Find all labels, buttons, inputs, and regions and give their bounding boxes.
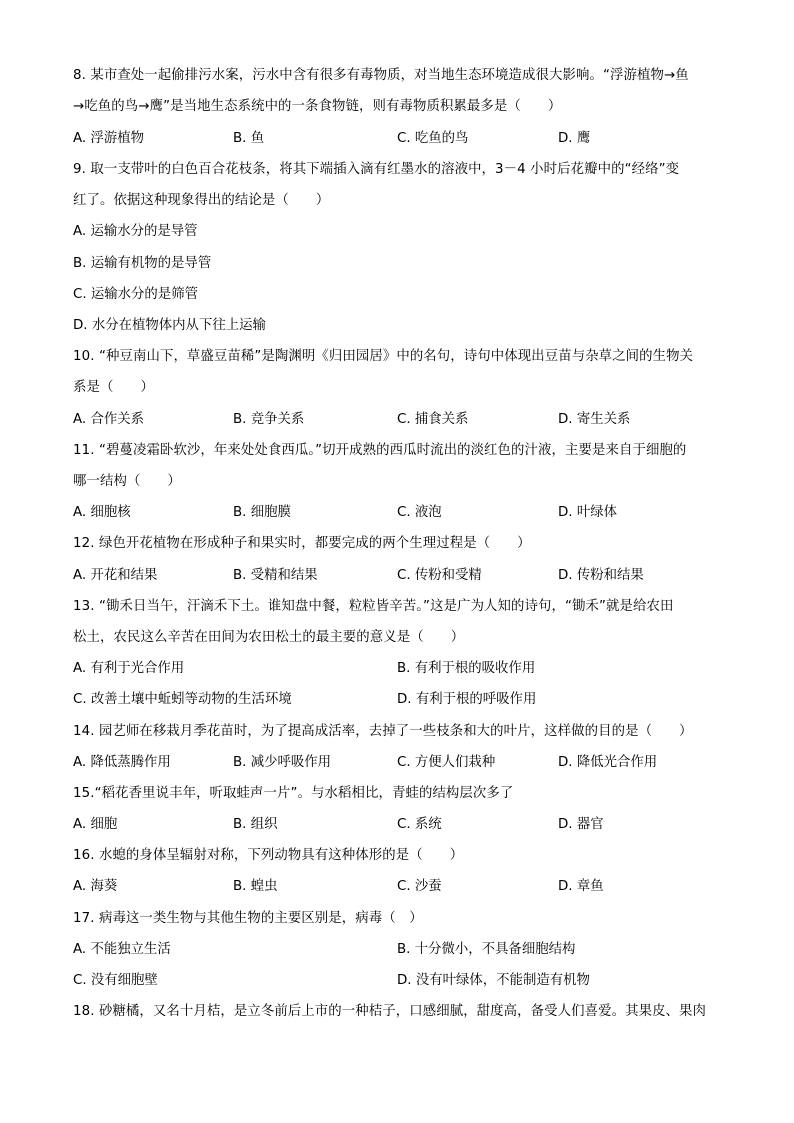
q10-option-c: C. 捕食关系 <box>397 412 469 427</box>
q9-option-c: C. 运输水分的是筛管 <box>73 287 198 302</box>
q17-option-b: B. 十分微小，不具备细胞结构 <box>397 942 576 957</box>
q12-option-b: B. 受精和结果 <box>233 568 318 583</box>
q8-stem-line-2: →吃鱼的鸟→鹰”是当地生态系统中的一条食物链，则有毒物质积累最多是（ ） <box>73 99 562 114</box>
q8-option-a: A. 浮游植物 <box>73 131 144 146</box>
q13-option-c: C. 改善土壤中蚯蚓等动物的生活环境 <box>73 692 292 707</box>
q13-stem-line-1: 13. “锄禾日当午，汗滴禾下土。谁知盘中餐，粒粒皆辛苦。”这是广为人知的诗句，“锄禾”就是给农田 <box>73 599 674 614</box>
q17-stem-line-1: 17. 病毒这一类生物与其他生物的主要区别是，病毒（ ） <box>73 911 423 926</box>
q16-option-d: D. 章鱼 <box>558 879 604 894</box>
q8-stem-line-1: 8. 某市查处一起偷排污水案，污水中含有很多有毒物质，对当地生态环境造成很大影响。“浮游植物→鱼 <box>73 68 689 83</box>
q10-option-b: B. 竞争关系 <box>233 412 305 427</box>
q15-option-d: D. 器官 <box>558 817 604 832</box>
q16-option-b: B. 蝗虫 <box>233 879 278 894</box>
q16-option-c: C. 沙蚕 <box>397 879 442 894</box>
q9-stem-line-1: 9. 取一支带叶的白色百合花枝条，将其下端插入滴有红墨水的溶液中，3－4 小时后花瓣中的“经络”变 <box>73 162 680 177</box>
q15-stem-line-1: 15.“稻花香里说丰年，听取蛙声一片”。与水稻相比，青蛙的结构层次多了 <box>73 786 514 801</box>
q16-stem-line-1: 16. 水螅的身体呈辐射对称，下列动物具有这种体形的是（ ） <box>73 848 464 863</box>
q13-option-a: A. 有利于光合作用 <box>73 661 185 676</box>
q11-stem-line-2: 哪一结构（ ） <box>73 474 181 489</box>
q10-option-d: D. 寄生关系 <box>558 412 631 427</box>
q14-option-d: D. 降低光合作用 <box>558 755 658 770</box>
q16-option-a: A. 海葵 <box>73 879 118 894</box>
q13-stem-line-2: 松土，农民这么辛苦在田间为农田松土的最主要的意义是（ ） <box>73 630 465 645</box>
q11-stem-line-1: 11. “碧蔓凌霜卧软沙，年来处处食西瓜。”切开成熟的西瓜时流出的淡红色的汁液，主要是来自于细胞的 <box>73 443 687 458</box>
q15-option-a: A. 细胞 <box>73 817 118 832</box>
q8-option-b: B. 鱼 <box>233 131 265 146</box>
q9-option-a: A. 运输水分的是导管 <box>73 224 198 239</box>
q12-option-c: C. 传粉和受精 <box>397 568 482 583</box>
q9-stem-line-2: 红了。依据这种现象得出的结论是（ ） <box>73 193 330 208</box>
q17-option-a: A. 不能独立生活 <box>73 942 171 957</box>
q14-option-c: C. 方便人们栽种 <box>397 755 496 770</box>
q17-option-c: C. 没有细胞壁 <box>73 973 158 988</box>
q13-option-d: D. 有利于根的呼吸作用 <box>397 692 537 707</box>
q14-stem-line-1: 14. 园艺师在移栽月季花苗时，为了提高成活率，去掉了一些枝条和大的叶片，这样做的目的是（ ） <box>73 724 693 739</box>
q15-option-b: B. 组织 <box>233 817 278 832</box>
q12-option-a: A. 开花和结果 <box>73 568 158 583</box>
q11-option-c: C. 液泡 <box>397 505 442 520</box>
q12-option-d: D. 传粉和结果 <box>558 568 644 583</box>
q11-option-b: B. 细胞膜 <box>233 505 291 520</box>
q9-option-b: B. 运输有机物的是导管 <box>73 256 212 271</box>
q8-option-c: C. 吃鱼的鸟 <box>397 131 469 146</box>
q18-stem-line-1: 18. 砂糖橘，又名十月桔，是立冬前后上市的一种桔子，口感细腻，甜度高，备受人们喜爱。其果皮、果肉 <box>73 1004 707 1019</box>
q11-option-d: D. 叶绿体 <box>558 505 617 520</box>
q10-stem-line-2: 系是（ ） <box>73 380 154 395</box>
q10-stem-line-1: 10. “种豆南山下，草盛豆苗稀”是陶渊明《归田园居》中的名句，诗句中体现出豆苗与杂草之间的生物关 <box>73 349 694 364</box>
q8-option-d: D. 鹰 <box>558 131 591 146</box>
q17-option-d: D. 没有叶绿体，不能制造有机物 <box>397 973 590 988</box>
q11-option-a: A. 细胞核 <box>73 505 131 520</box>
q10-option-a: A. 合作关系 <box>73 412 144 427</box>
q13-option-b: B. 有利于根的吸收作用 <box>397 661 536 676</box>
q14-option-b: B. 减少呼吸作用 <box>233 755 332 770</box>
q15-option-c: C. 系统 <box>397 817 442 832</box>
q14-option-a: A. 降低蒸腾作用 <box>73 755 171 770</box>
q12-stem-line-1: 12. 绿色开花植物在形成种子和果实时，都要完成的两个生理过程是（ ） <box>73 536 531 551</box>
q9-option-d: D. 水分在植物体内从下往上运输 <box>73 318 266 333</box>
